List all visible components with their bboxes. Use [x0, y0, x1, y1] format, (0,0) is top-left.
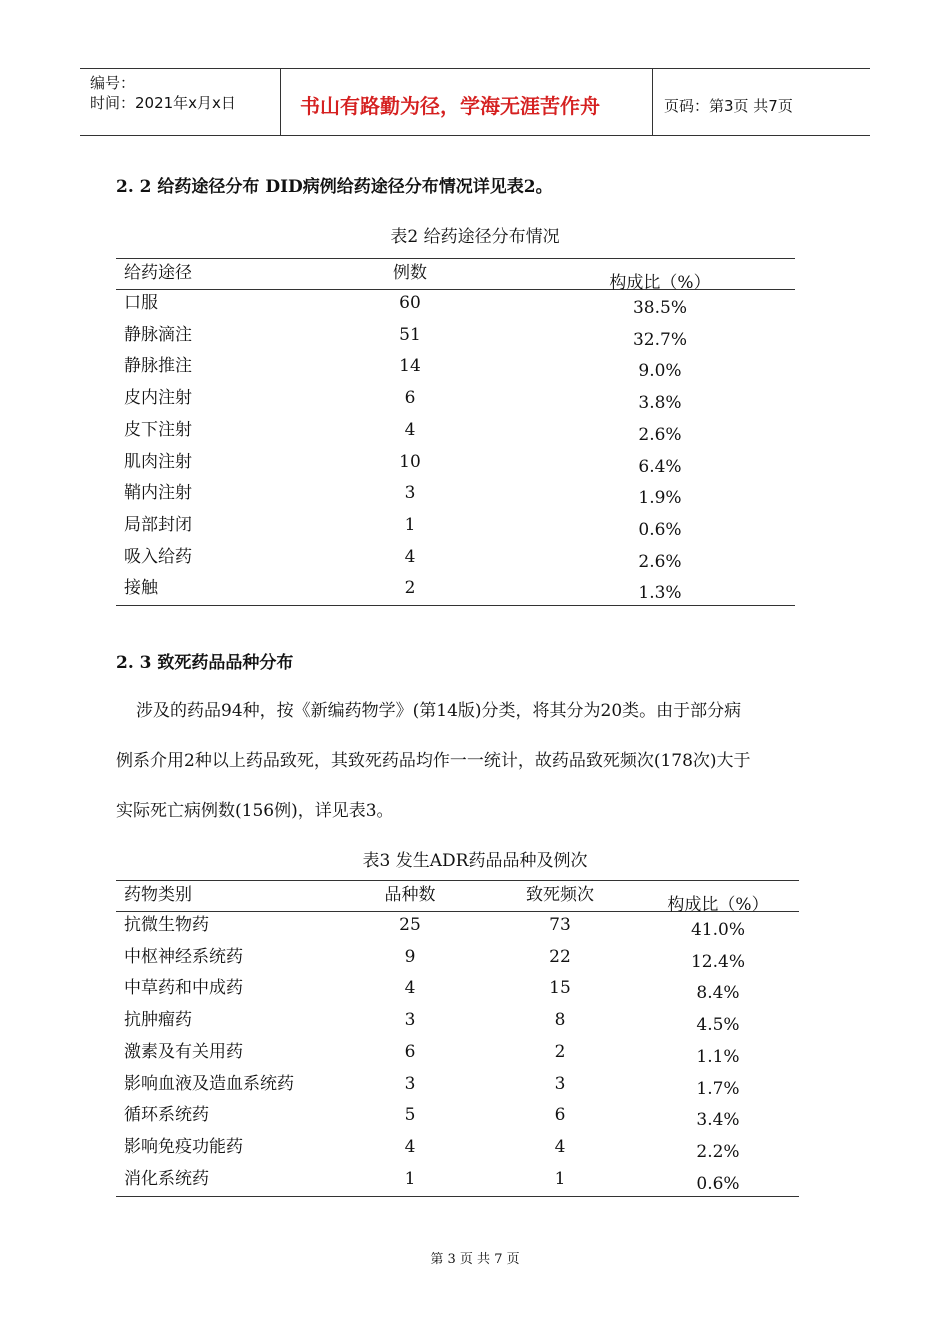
header-motto: 书山有路勤为径，学海无涯苦作舟	[300, 94, 600, 118]
table3-caption: 表3 发生ADR药品品种及例次	[362, 851, 588, 871]
table3-cell-ratio: 1.7%	[696, 1078, 740, 1099]
table2-cell-ratio: 2.6%	[638, 551, 682, 572]
table3-cell-ratio: 8.4%	[696, 983, 740, 1004]
table3-cell-deaths: 15	[549, 978, 571, 999]
header-time-label: 时间：2021年x月x日	[90, 94, 236, 112]
table3-cell-ratio: 41.0%	[690, 920, 745, 940]
table2-cell-route: 皮下注射	[124, 419, 192, 440]
header-divider-right	[652, 68, 653, 136]
table2-cell-count: 51	[399, 324, 421, 345]
table2-cell-ratio: 9.0%	[638, 361, 682, 382]
table3-cell-category: 激素及有关用药	[124, 1041, 243, 1062]
table3-header-deaths: 致死频次	[526, 885, 594, 905]
paragraph-line: 涉及的药品94种，按《新编药物学》(第14版)分类，将其分为20类。由于部分病	[136, 701, 742, 721]
table2-cell-route: 肌肉注射	[124, 451, 192, 472]
table2-header-route: 给药途径	[124, 263, 192, 283]
table3-cell-ratio: 12.4%	[690, 951, 745, 972]
table2-cell-ratio: 1.9%	[638, 488, 682, 509]
table3-cell-varieties: 3	[404, 1073, 416, 1094]
table3-cell-ratio: 2.2%	[696, 1141, 740, 1162]
table3-top-rule	[116, 880, 799, 881]
table2-cell-count: 1	[404, 514, 416, 535]
table2-cell-route: 口服	[124, 293, 158, 313]
table2-header-count: 例数	[393, 263, 427, 283]
table3-cell-category: 影响免疫功能药	[124, 1136, 243, 1157]
table2-cell-route: 静脉滴注	[124, 324, 192, 345]
table3-cell-category: 影响血液及造血系统药	[124, 1073, 294, 1094]
table2-cell-count: 60	[399, 293, 421, 313]
table2-cell-route: 皮内注射	[124, 388, 192, 409]
table3-cell-category: 中枢神经系统药	[124, 946, 243, 967]
table2-cell-route: 接触	[124, 578, 158, 599]
table2-cell-ratio: 6.4%	[638, 456, 682, 477]
table3-cell-category: 循环系统药	[124, 1105, 209, 1126]
table2-cell-route: 静脉推注	[124, 356, 192, 377]
table2-bottom-rule	[116, 605, 795, 606]
table3-cell-deaths: 22	[549, 946, 571, 967]
table2-cell-route: 吸入给药	[124, 546, 192, 567]
table2-cell-ratio: 0.6%	[638, 519, 682, 540]
table2-cell-count: 4	[404, 419, 416, 440]
footer-page-number: 第 3 页 共 7 页	[430, 1252, 520, 1267]
table3-cell-category: 中草药和中成药	[124, 978, 243, 999]
table2-cell-count: 10	[399, 451, 421, 472]
section-2-2-heading: 2. 2 给药途径分布 DID病例给药途径分布情况详见表2。	[116, 177, 553, 197]
table3-header-ratio: 构成比（%）	[667, 895, 769, 915]
table3-cell-ratio: 4.5%	[696, 1015, 740, 1036]
table3-cell-deaths: 6	[554, 1105, 566, 1126]
table2-cell-count: 14	[399, 356, 421, 377]
table2-cell-count: 4	[404, 546, 416, 567]
table3-cell-varieties: 3	[404, 1010, 416, 1031]
table3-header-varieties: 品种数	[384, 885, 436, 905]
table2-cell-count: 2	[404, 578, 416, 599]
table3-header-category: 药物类别	[124, 885, 192, 905]
table3-cell-ratio: 1.1%	[696, 1046, 740, 1067]
table3-cell-varieties: 5	[404, 1105, 416, 1126]
table2-caption: 表2 给药途径分布情况	[390, 227, 560, 247]
header-bottom-rule	[80, 135, 870, 136]
table3-bottom-rule	[116, 1196, 799, 1197]
header-page-label: 页码：第3页 共7页	[664, 97, 793, 115]
table3-cell-deaths: 3	[554, 1073, 566, 1094]
table2-cell-count: 6	[404, 388, 416, 409]
table3-cell-deaths: 2	[554, 1041, 566, 1062]
table3-cell-deaths: 4	[554, 1136, 566, 1157]
table2-cell-ratio: 38.5%	[632, 298, 687, 318]
table3-cell-varieties: 9	[404, 946, 416, 967]
table2-cell-ratio: 1.3%	[638, 583, 682, 604]
table3-cell-category: 抗肿瘤药	[124, 1010, 192, 1031]
header-number-label: 编号：	[90, 74, 136, 92]
table3-cell-ratio: 0.6%	[696, 1173, 740, 1194]
table3-cell-varieties: 1	[404, 1168, 416, 1189]
table3-cell-deaths: 8	[554, 1010, 566, 1031]
table3-cell-varieties: 6	[404, 1041, 416, 1062]
table3-cell-varieties: 25	[399, 915, 421, 935]
table2-cell-ratio: 2.6%	[638, 424, 682, 445]
table2-cell-route: 局部封闭	[124, 514, 192, 535]
header-top-rule	[80, 68, 870, 69]
table3-cell-category: 消化系统药	[124, 1168, 209, 1189]
header-divider-left	[280, 68, 281, 136]
table2-top-rule	[116, 258, 795, 259]
table3-cell-varieties: 4	[404, 978, 416, 999]
table2-cell-count: 3	[404, 483, 416, 504]
table3-cell-varieties: 4	[404, 1136, 416, 1157]
paragraph-line: 例系介用2种以上药品致死，其致死药品均作一一统计，故药品致死频次(178次)大于	[116, 751, 751, 771]
table3-cell-deaths: 73	[549, 915, 571, 935]
table2-cell-route: 鞘内注射	[124, 483, 192, 504]
table2-cell-ratio: 3.8%	[638, 393, 682, 414]
section-2-3-heading: 2. 3 致死药品品种分布	[116, 653, 294, 673]
table2-cell-ratio: 32.7%	[632, 329, 687, 350]
table3-cell-ratio: 3.4%	[696, 1110, 740, 1131]
table3-cell-category: 抗微生物药	[124, 915, 209, 935]
table2-header-ratio: 构成比（%）	[609, 273, 711, 293]
table3-cell-deaths: 1	[554, 1168, 566, 1189]
paragraph-line: 实际死亡病例数(156例)，详见表3。	[116, 801, 394, 821]
